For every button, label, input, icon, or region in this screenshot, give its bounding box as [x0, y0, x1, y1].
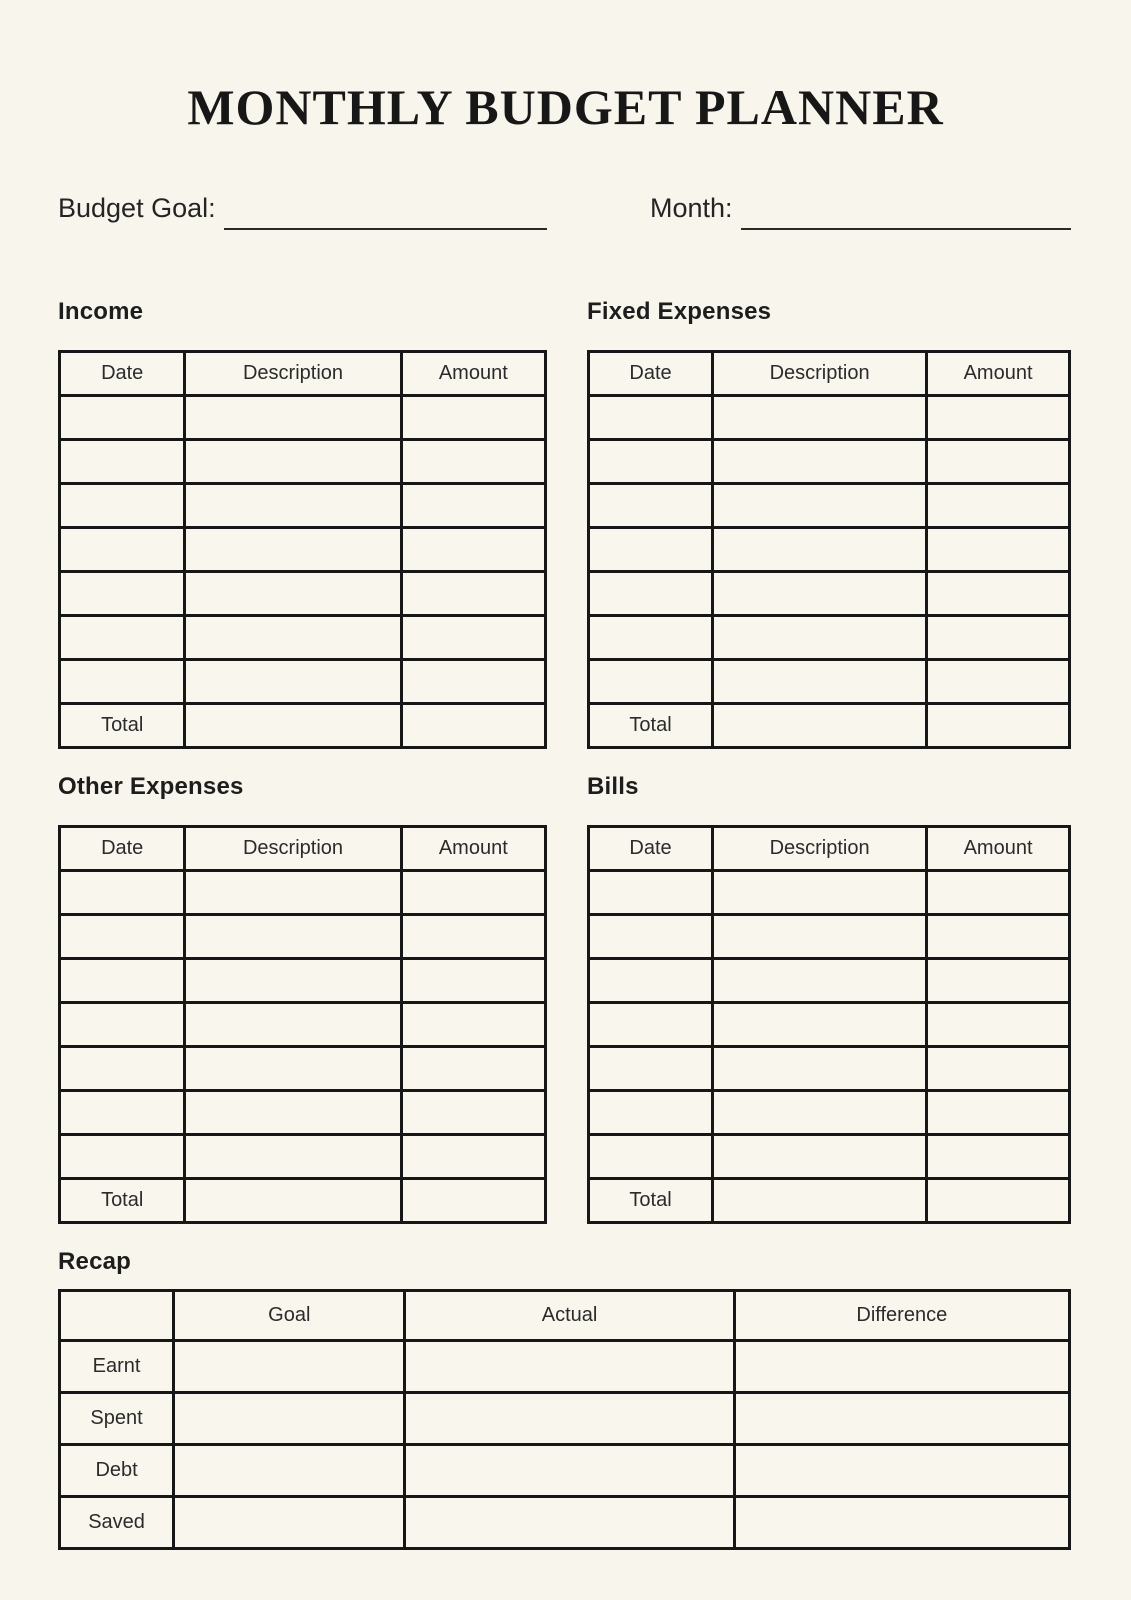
column-header-description: Description	[185, 827, 401, 871]
table-header-row	[60, 827, 546, 871]
table-row	[589, 440, 1070, 484]
recap-row-label: Saved	[60, 1497, 174, 1549]
fixed-expenses-section	[587, 298, 1071, 749]
fixed-expenses-description-cell[interactable]	[713, 660, 927, 704]
tables-grid	[58, 298, 1071, 1224]
recap-row-label: Earnt	[60, 1341, 174, 1393]
other-expenses-description-cell[interactable]	[185, 1135, 401, 1179]
bills-date-cell[interactable]	[589, 1003, 713, 1047]
bills-total-description-cell[interactable]	[713, 1179, 927, 1223]
fixed-expenses-total-amount-cell[interactable]	[927, 704, 1070, 748]
month-input[interactable]	[741, 228, 1071, 230]
other-expenses-amount-cell[interactable]	[401, 871, 545, 915]
fixed-expenses-date-cell[interactable]	[589, 660, 713, 704]
bills-amount-cell[interactable]	[927, 959, 1070, 1003]
other-expenses-description-cell[interactable]	[185, 959, 401, 1003]
income-date-cell[interactable]	[60, 484, 185, 528]
total-label: Total	[589, 1179, 713, 1223]
other-expenses-date-cell[interactable]	[60, 871, 185, 915]
column-header-date: Date	[589, 352, 713, 396]
other-expenses-amount-cell[interactable]	[401, 1003, 545, 1047]
recap-row-spent	[60, 1393, 1070, 1445]
recap-saved-goal-cell[interactable]	[174, 1497, 405, 1549]
recap-debt-difference-cell[interactable]	[734, 1445, 1069, 1497]
recap-row-earnt	[60, 1341, 1070, 1393]
income-description-cell[interactable]	[185, 528, 401, 572]
income-amount-cell[interactable]	[401, 616, 545, 660]
bills-description-cell[interactable]	[713, 871, 927, 915]
fixed-expenses-description-cell[interactable]	[713, 484, 927, 528]
table-row	[60, 484, 546, 528]
total-row	[589, 1179, 1070, 1223]
table-row	[60, 528, 546, 572]
income-date-cell[interactable]	[60, 660, 185, 704]
other-expenses-description-cell[interactable]	[185, 1003, 401, 1047]
other-expenses-total-amount-cell[interactable]	[401, 1179, 545, 1223]
fixed-expenses-date-cell[interactable]	[589, 528, 713, 572]
bills-heading: Bills	[587, 773, 639, 801]
other-expenses-date-cell[interactable]	[60, 915, 185, 959]
recap-section	[58, 1248, 1071, 1550]
table-row	[589, 660, 1070, 704]
fixed-expenses-date-cell[interactable]	[589, 616, 713, 660]
bills-amount-cell[interactable]	[927, 871, 1070, 915]
income-total-description-cell[interactable]	[185, 704, 401, 748]
fixed-expenses-amount-cell[interactable]	[927, 440, 1070, 484]
income-heading: Income	[58, 298, 144, 326]
other-expenses-total-description-cell[interactable]	[185, 1179, 401, 1223]
recap-row-debt	[60, 1445, 1070, 1497]
other-expenses-description-cell[interactable]	[185, 871, 401, 915]
other-expenses-amount-cell[interactable]	[401, 959, 545, 1003]
fixed-expenses-description-cell[interactable]	[713, 440, 927, 484]
other-expenses-description-cell[interactable]	[185, 915, 401, 959]
fixed-expenses-amount-cell[interactable]	[927, 572, 1070, 616]
fixed-expenses-amount-cell[interactable]	[927, 396, 1070, 440]
bills-date-cell[interactable]	[589, 959, 713, 1003]
fixed-expenses-description-cell[interactable]	[713, 396, 927, 440]
fixed-expenses-amount-cell[interactable]	[927, 660, 1070, 704]
table-row	[60, 1091, 546, 1135]
bills-date-cell[interactable]	[589, 915, 713, 959]
table-row	[60, 1047, 546, 1091]
column-header-amount: Amount	[927, 352, 1070, 396]
recap-debt-actual-cell[interactable]	[405, 1445, 734, 1497]
bills-amount-cell[interactable]	[927, 1135, 1070, 1179]
income-table	[58, 350, 547, 749]
fixed-expenses-table	[587, 350, 1071, 749]
table-row	[589, 1135, 1070, 1179]
bills-amount-cell[interactable]	[927, 915, 1070, 959]
bills-date-cell[interactable]	[589, 1135, 713, 1179]
column-header-date: Date	[60, 827, 185, 871]
table-row	[60, 1003, 546, 1047]
other-expenses-heading: Other Expenses	[58, 773, 244, 801]
recap-spent-actual-cell[interactable]	[405, 1393, 734, 1445]
recap-earnt-difference-cell[interactable]	[734, 1341, 1069, 1393]
income-amount-cell[interactable]	[401, 528, 545, 572]
income-date-cell[interactable]	[60, 572, 185, 616]
recap-header-row	[60, 1291, 1070, 1341]
income-section	[58, 298, 547, 749]
fixed-expenses-amount-cell[interactable]	[927, 616, 1070, 660]
fixed-expenses-date-cell[interactable]	[589, 484, 713, 528]
other-expenses-date-cell[interactable]	[60, 1135, 185, 1179]
fixed-expenses-amount-cell[interactable]	[927, 484, 1070, 528]
other-expenses-table	[58, 825, 547, 1224]
recap-column-header-0	[60, 1291, 174, 1341]
table-row	[589, 528, 1070, 572]
table-row	[589, 871, 1070, 915]
table-row	[589, 616, 1070, 660]
recap-row-label: Spent	[60, 1393, 174, 1445]
table-row	[60, 1135, 546, 1179]
column-header-description: Description	[713, 827, 927, 871]
recap-earnt-goal-cell[interactable]	[174, 1341, 405, 1393]
bills-date-cell[interactable]	[589, 1047, 713, 1091]
table-row	[60, 660, 546, 704]
recap-spent-difference-cell[interactable]	[734, 1393, 1069, 1445]
other-expenses-description-cell[interactable]	[185, 1091, 401, 1135]
table-row	[589, 915, 1070, 959]
recap-spent-goal-cell[interactable]	[174, 1393, 405, 1445]
income-date-cell[interactable]	[60, 440, 185, 484]
income-description-cell[interactable]	[185, 484, 401, 528]
income-description-cell[interactable]	[185, 660, 401, 704]
income-amount-cell[interactable]	[401, 440, 545, 484]
table-row	[589, 396, 1070, 440]
other-expenses-amount-cell[interactable]	[401, 1047, 545, 1091]
income-amount-cell[interactable]	[401, 396, 545, 440]
total-row	[60, 1179, 546, 1223]
fixed-expenses-heading: Fixed Expenses	[587, 298, 772, 326]
bills-total-amount-cell[interactable]	[927, 1179, 1070, 1223]
column-header-date: Date	[589, 827, 713, 871]
fixed-expenses-date-cell[interactable]	[589, 572, 713, 616]
recap-column-header-3: Difference	[734, 1291, 1069, 1341]
bills-amount-cell[interactable]	[927, 1003, 1070, 1047]
total-label: Total	[589, 704, 713, 748]
other-expenses-date-cell[interactable]	[60, 1091, 185, 1135]
fixed-expenses-date-cell[interactable]	[589, 440, 713, 484]
income-description-cell[interactable]	[185, 440, 401, 484]
recap-earnt-actual-cell[interactable]	[405, 1341, 734, 1393]
bills-section	[587, 773, 1071, 1224]
table-row	[60, 572, 546, 616]
table-header-row	[589, 352, 1070, 396]
month-label: Month:	[650, 193, 733, 223]
recap-column-header-1: Goal	[174, 1291, 405, 1341]
column-header-description: Description	[185, 352, 401, 396]
other-expenses-date-cell[interactable]	[60, 1047, 185, 1091]
budget-goal-input[interactable]	[224, 228, 547, 230]
fixed-expenses-amount-cell[interactable]	[927, 528, 1070, 572]
page-title: MONTHLY BUDGET PLANNER	[187, 79, 944, 135]
table-row	[60, 396, 546, 440]
column-header-amount: Amount	[401, 827, 545, 871]
table-row	[60, 959, 546, 1003]
table-header-row	[60, 352, 546, 396]
budget-goal-label: Budget Goal:	[58, 193, 216, 223]
table-row	[589, 1047, 1070, 1091]
recap-column-header-2: Actual	[405, 1291, 734, 1341]
income-description-cell[interactable]	[185, 396, 401, 440]
budget-goal-field	[58, 192, 547, 224]
bills-date-cell[interactable]	[589, 1091, 713, 1135]
bills-amount-cell[interactable]	[927, 1047, 1070, 1091]
table-row	[589, 1091, 1070, 1135]
fixed-expenses-date-cell[interactable]	[589, 396, 713, 440]
month-field	[650, 192, 1071, 224]
table-row	[60, 871, 546, 915]
column-header-date: Date	[60, 352, 185, 396]
total-label: Total	[60, 1179, 185, 1223]
other-expenses-amount-cell[interactable]	[401, 1091, 545, 1135]
other-expenses-date-cell[interactable]	[60, 1003, 185, 1047]
recap-saved-difference-cell[interactable]	[734, 1497, 1069, 1549]
recap-table	[58, 1289, 1071, 1550]
table-row	[589, 572, 1070, 616]
column-header-amount: Amount	[401, 352, 545, 396]
fixed-expenses-total-description-cell[interactable]	[713, 704, 927, 748]
column-header-description: Description	[713, 352, 927, 396]
total-label: Total	[60, 704, 185, 748]
fixed-expenses-description-cell[interactable]	[713, 528, 927, 572]
bills-description-cell[interactable]	[713, 959, 927, 1003]
recap-heading: Recap	[58, 1248, 132, 1276]
column-header-amount: Amount	[927, 827, 1070, 871]
table-row	[60, 915, 546, 959]
fixed-expenses-description-cell[interactable]	[713, 616, 927, 660]
total-row	[589, 704, 1070, 748]
other-expenses-date-cell[interactable]	[60, 959, 185, 1003]
other-expenses-amount-cell[interactable]	[401, 915, 545, 959]
bills-description-cell[interactable]	[713, 1047, 927, 1091]
income-amount-cell[interactable]	[401, 572, 545, 616]
income-amount-cell[interactable]	[401, 484, 545, 528]
table-row	[589, 484, 1070, 528]
header-fields-row	[58, 192, 1071, 224]
recap-saved-actual-cell[interactable]	[405, 1497, 734, 1549]
income-amount-cell[interactable]	[401, 660, 545, 704]
table-row	[589, 959, 1070, 1003]
other-expenses-section	[58, 773, 547, 1224]
income-description-cell[interactable]	[185, 616, 401, 660]
fixed-expenses-description-cell[interactable]	[713, 572, 927, 616]
table-row	[589, 1003, 1070, 1047]
bills-amount-cell[interactable]	[927, 1091, 1070, 1135]
income-date-cell[interactable]	[60, 528, 185, 572]
recap-row-label: Debt	[60, 1445, 174, 1497]
bills-description-cell[interactable]	[713, 1003, 927, 1047]
table-header-row	[589, 827, 1070, 871]
total-row	[60, 704, 546, 748]
income-description-cell[interactable]	[185, 572, 401, 616]
bills-date-cell[interactable]	[589, 871, 713, 915]
table-row	[60, 440, 546, 484]
income-date-cell[interactable]	[60, 616, 185, 660]
recap-debt-goal-cell[interactable]	[174, 1445, 405, 1497]
recap-row-saved	[60, 1497, 1070, 1549]
income-total-amount-cell[interactable]	[401, 704, 545, 748]
bills-description-cell[interactable]	[713, 1091, 927, 1135]
bills-description-cell[interactable]	[713, 915, 927, 959]
other-expenses-amount-cell[interactable]	[401, 1135, 545, 1179]
other-expenses-description-cell[interactable]	[185, 1047, 401, 1091]
table-row	[60, 616, 546, 660]
bills-table	[587, 825, 1071, 1224]
bills-description-cell[interactable]	[713, 1135, 927, 1179]
income-date-cell[interactable]	[60, 396, 185, 440]
